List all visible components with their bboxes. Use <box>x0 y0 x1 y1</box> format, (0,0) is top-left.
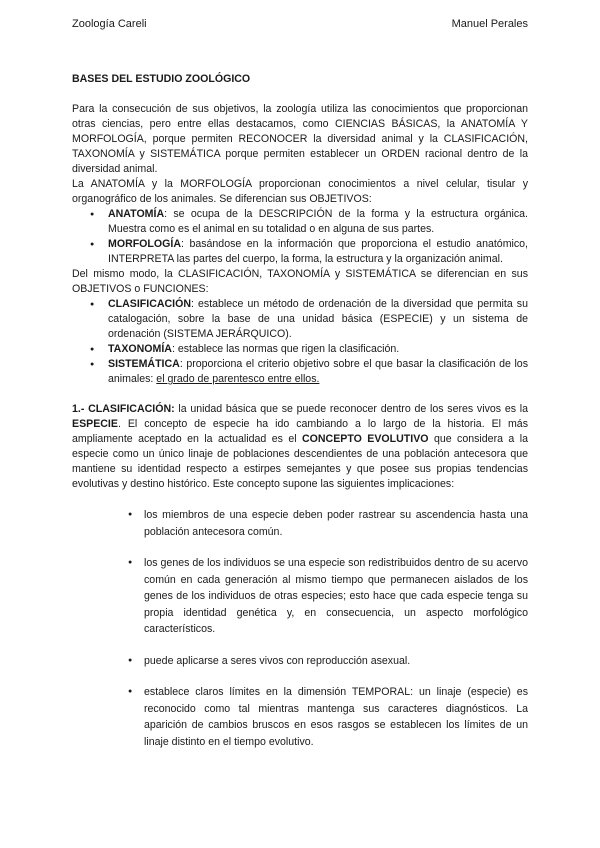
item-text: : establece un método de ordenación de la diversidad que permita su catalogación, sobre la base de una unidad básica (ESPECIE) y un sistema de ordenación (SISTEMA JERÁRQUICO). <box>108 298 528 340</box>
term-taxonomia: TAXONOMÍA <box>108 343 172 355</box>
intro-paragraph: Para la consecución de sus objetivos, la zoología utiliza las conocimientos que proporcionan otras ciencias, pero entre ellas destacamos, como CIENCIAS BÁSICAS, la ANATOMÍA Y MORFOLOGÍA, porque permiten RECONOCER la diversidad animal y la CLASIFICACIÓN, TAXONOMÍA y SISTEMÁTICA porque permiten establecer un ORDEN racional dentro de la diversidad animal. <box>72 103 528 175</box>
header-right: Manuel Perales <box>451 18 528 30</box>
term-sistematica: SISTEMÁTICA <box>108 358 180 370</box>
item-text: : establece las normas que rigen la clasificación. <box>171 343 400 355</box>
item-text: : proporciona el criterio objetivo sobre el que basar la clasificación de los animales: <box>108 358 528 385</box>
term-especie: ESPECIE <box>72 418 118 430</box>
list-item <box>72 357 528 387</box>
document-body <box>72 72 528 765</box>
term-concepto-evolutivo: CONCEPTO EVOLUTIVO <box>302 433 429 445</box>
term-clasificacion: CLASIFICACIÓN <box>108 298 191 310</box>
classification-paragraph: Del mismo modo, la CLASIFICACIÓN, TAXONOMÍA y SISTEMÁTICA se diferencian en sus OBJETIVOS o FUNCIONES: <box>72 268 528 295</box>
document-title: BASES DEL ESTUDIO ZOOLÓGICO <box>72 73 251 85</box>
list-item <box>72 297 528 342</box>
list-item: ● puede aplicarse a seres vivos con reproducción asexual. <box>72 653 528 670</box>
header-left: Zoología Careli <box>72 18 147 30</box>
section-1-heading: 1.- CLASIFICACIÓN: <box>72 403 175 415</box>
item-text: : basándose en la información que proporciona el estudio anatómico, INTERPRETA las partes del cuerpo, la forma, la estructura y la organización animal. <box>108 238 528 265</box>
implications-list <box>72 507 528 750</box>
list-item: ● establece claros límites en la dimensión TEMPORAL: un linaje (especie) es reconocido como tal mientras mantenga sus caracteres diagnósticos. La aparición de cambios bruscos en esos rasgos se establecen los límites de un linaje distinto en el tiempo evolutivo. <box>72 684 528 750</box>
anatomy-morphology-paragraph: La ANATOMÍA y la MORFOLOGÍA proporcionan conocimientos a nivel celular, tisular y organográfico de los animales. Se diferencian sus OBJETIVOS: <box>72 178 528 205</box>
underlined-phrase: el grado de parentesco entre ellos. <box>156 373 320 385</box>
functions-list <box>72 297 528 387</box>
list-item <box>72 237 528 267</box>
section-1-paragraph <box>72 402 528 492</box>
list-item: ● los miembros de una especie deben poder rastrear su ascendencia hasta una población antecesora común. <box>72 507 528 540</box>
item-text: : se ocupa de la DESCRIPCIÓN de la forma y la estructura orgánica. Muestra como es el animal en su totalidad o en alguna de sus partes. <box>108 208 528 235</box>
list-item <box>72 207 528 237</box>
list-item: ● los genes de los individuos se una especie son redistribuidos dentro de su acervo común en cada generación al mismo tiempo que permanecen aislados de los genes de los individuos de otras especies; esto hace que cada especie tenga su propia identidad genética y, en consecuencia, un aspecto morfológico característicos. <box>72 555 528 638</box>
list-item <box>72 342 528 357</box>
objectives-list <box>72 207 528 267</box>
term-anatomia: ANATOMÍA <box>108 208 165 220</box>
section-1-text: que considera a la especie como un único linaje de poblaciones descendientes de una población antecesora que mantiene su identidad respecto a estirpes semejantes y que posee sus propias tendencias evolutivas y destino histórico. Este concepto supone las siguientes implicaciones: <box>72 433 528 490</box>
section-1-text: la unidad básica que se puede reconocer dentro de los seres vivos es la <box>174 403 528 415</box>
section-1-text: . El concepto de especie ha ido cambiando a lo largo de la historia. El más ampliamente aceptado en la actualidad es el <box>72 418 528 445</box>
term-morfologia: MORFOLOGÍA <box>108 238 181 250</box>
